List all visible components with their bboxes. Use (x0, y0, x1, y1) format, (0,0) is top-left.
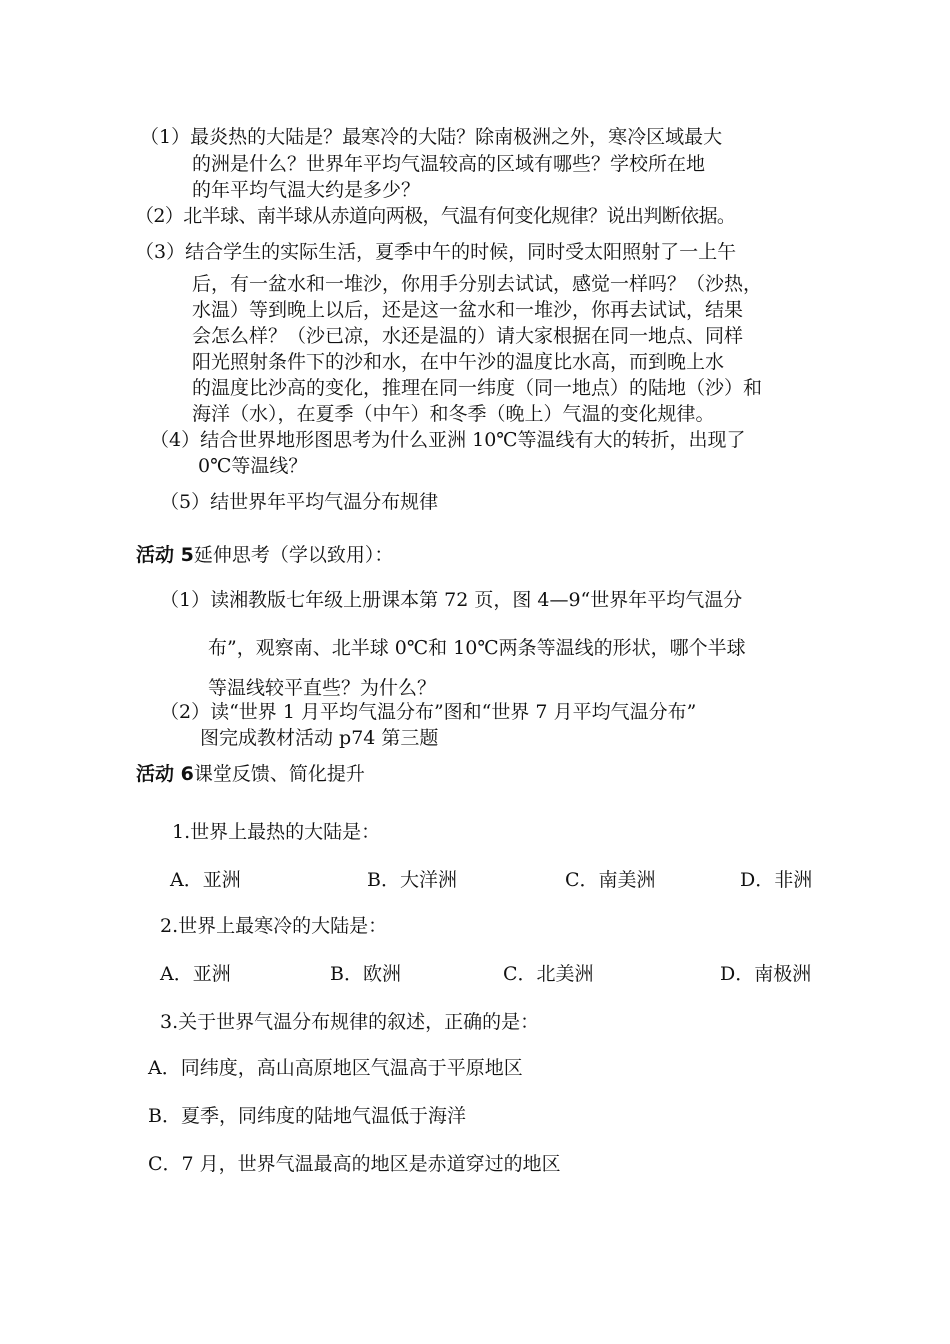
q1-line-1: （1）最炎热的大陆是？最寒冷的大陆？除南极洲之外，寒冷区域最大 (140, 126, 723, 148)
q5-line: （5）结世界年平均气温分布规律 (160, 491, 439, 513)
quiz-question-3: 3.关于世界气温分布规律的叙述，正确的是： (160, 1011, 540, 1033)
quiz1-option-c: C．南美洲 (565, 869, 656, 891)
quiz2-option-a: A．亚洲 (160, 963, 231, 985)
q3-line-6: 的温度比沙高的变化，推理在同一纬度（同一地点）的陆地（沙）和 (192, 377, 763, 399)
q3-line-4: 会怎么样？（沙已凉，水还是温的）请大家根据在同一地点、同样 (192, 325, 744, 347)
q3-line-1: （3）结合学生的实际生活，夏季中午的时候，同时受太阳照射了一上午 (135, 241, 737, 263)
q4-line-1: （4）结合世界地形图思考为什么亚洲 10℃等温线有大的转折，出现了 (150, 429, 746, 451)
quiz2-option-c: C．北美洲 (503, 963, 594, 985)
quiz1-option-b: B．大洋洲 (367, 869, 457, 891)
q3-line-7: 海洋（水），在夏季（中午）和冬季（晚上）气温的变化规律。 (192, 403, 715, 425)
activity5-item2-line-1: （2）读“世界 1 月平均气温分布”图和“世界 7 月平均气温分布” (160, 701, 697, 723)
activity5-item1-line-2: 布”，观察南、北半球 0℃和 10℃两条等温线的形状，哪个半球 (208, 637, 746, 659)
q2-line: （2）北半球、南半球从赤道向两极，气温有何变化规律？说出判断依据。 (135, 205, 736, 227)
activity5-item1-line-3: 等温线较平直些？为什么？ (208, 677, 437, 699)
q4-line-2: 0℃等温线？ (198, 455, 308, 477)
activity5-subtitle: 延伸思考（学以致用）： (193, 544, 394, 566)
quiz3-option-b: B．夏季，同纬度的陆地气温低于海洋 (148, 1105, 466, 1127)
quiz1-option-a: A．亚洲 (170, 869, 241, 891)
quiz2-option-d: D．南极洲 (720, 963, 812, 985)
quiz2-option-b: B．欧洲 (330, 963, 401, 985)
q3-line-3: 水温）等到晚上以后，还是这一盆水和一堆沙，你再去试试，结果 (192, 299, 744, 321)
q1-line-3: 的年平均气温大约是多少？ (192, 179, 421, 201)
activity5-title: 活动 5 (136, 544, 194, 566)
quiz-question-2: 2.世界上最寒冷的大陆是： (160, 915, 388, 937)
q1-line-2: 的洲是什么？世界年平均气温较高的区域有哪些？学校所在地 (192, 153, 706, 175)
activity5-item2-line-2: 图完成教材活动 p74 第三题 (200, 727, 439, 749)
activity6-heading (136, 762, 365, 786)
quiz-question-1: 1.世界上最热的大陆是： (172, 821, 381, 843)
activity6-subtitle: 课堂反馈、简化提升 (193, 763, 365, 785)
activity5-heading (136, 543, 393, 567)
q3-line-2: 后，有一盆水和一堆沙，你用手分别去试试，感觉一样吗？（沙热， (192, 273, 763, 295)
activity5-item1-line-1: （1）读湘教版七年级上册课本第 72 页，图 4—9“世界年平均气温分 (160, 589, 743, 611)
quiz3-option-c: C．7 月，世界气温最高的地区是赤道穿过的地区 (148, 1153, 561, 1175)
activity6-title: 活动 6 (136, 763, 194, 785)
quiz3-option-a: A．同纬度，高山高原地区气温高于平原地区 (148, 1057, 523, 1079)
quiz1-option-d: D．非洲 (740, 869, 813, 891)
q3-line-5: 阳光照射条件下的沙和水，在中午沙的温度比水高，而到晚上水 (192, 351, 725, 373)
